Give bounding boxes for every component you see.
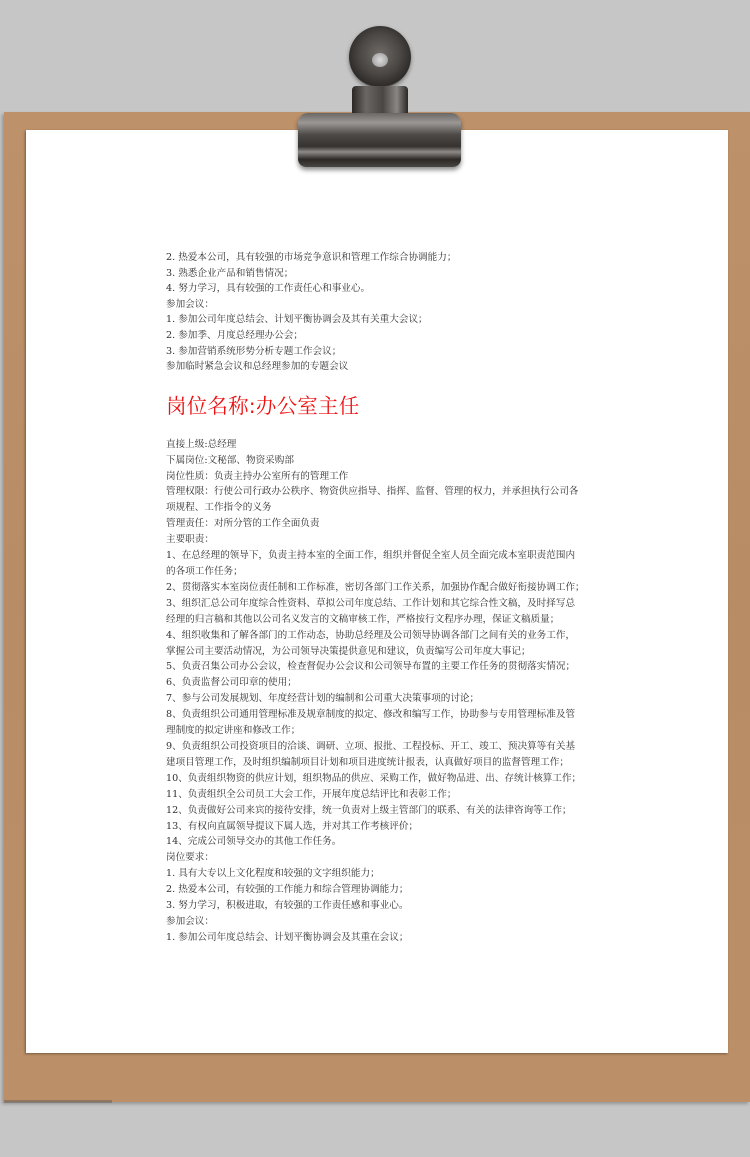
document-content [166, 250, 606, 946]
text-line: 的各项工作任务； [166, 566, 243, 577]
text-line: 岗位要求： [166, 852, 214, 864]
text-line: 14、完成公司领导交办的其他工作任务。 [166, 836, 342, 848]
clipboard-shadow [4, 1100, 112, 1103]
text-line: 3. 参加营销系统形势分析专题工作会议； [166, 345, 342, 357]
text-line: 参加临时紧急会议和总经理参加的专题会议 [166, 361, 349, 373]
document-page [26, 130, 728, 1053]
text-line: 掌握公司主要活动情况，为公司领导决策提供意见和建议，负责编写公司年度大事记； [166, 645, 531, 657]
text-line: 直接上级:总经理 [166, 438, 237, 450]
text-line: 7、参与公司发展规划、年度经营计划的编制和公司重大决策事项的讨论； [166, 693, 480, 705]
text-line: 8、负责组织公司通用管理标准及规章制度的拟定、修改和编写工作，协助参与专用管理标准及管 [166, 709, 576, 721]
text-line: 1、在总经理的领导下，负责主持本室的全面工作，组织并督促全室人员全面完成本室职责范围内 [166, 550, 576, 562]
text-line: 主要职责： [166, 534, 214, 546]
text-line: 参加会议： [166, 298, 214, 310]
text-line: 理制度的拟定讲座和修改工作； [166, 725, 301, 737]
position-title: 岗位名称:办公室主任 [166, 393, 360, 418]
text-line: 10、负责组织物资的供应计划，组织物品的供应、采购工作，做好物品进、出、存统计核算工作； [166, 772, 582, 784]
text-line: 岗位性质：负责主持办公室所有的管理工作 [166, 470, 349, 482]
text-line: 2. 热爱本公司，具有较强的市场竞争意识和管理工作综合协调能力； [166, 252, 457, 263]
clip-hole [372, 53, 388, 67]
text-line: 3、组织汇总公司年度综合性资料、草拟公司年度总结、工作计划和其它综合性文稿，及时择写总 [166, 597, 576, 609]
text-line: 下属岗位:文秘部、物资采购部 [166, 454, 294, 466]
text-line: 3. 熟悉企业产品和销售情况； [166, 267, 294, 279]
text-line: 参加会议： [166, 915, 214, 927]
text-line: 9、负责组织公司投资项目的洽谈、调研、立项、报批、工程投标、开工、竣工、预决算等有关基 [166, 740, 576, 752]
position-description [166, 437, 606, 946]
text-line: 2. 热爱本公司，有较强的工作能力和综合管理协调能力； [166, 884, 409, 896]
text-line: 管理权限：行使公司行政办公秩序、物资供应指导、指挥、监督、管理的权力，并承担执行公司各 [166, 486, 579, 498]
text-line: 5、负责召集公司办公会议，检查督促办公会议和公司领导布置的主要工作任务的贯彻落实情况； [166, 661, 576, 673]
text-line: 1. 参加公司年度总结会、计划平衡协调会及其有关重大会议； [166, 314, 428, 326]
text-line: 2. 参加季、月度总经理办公会； [166, 329, 303, 341]
text-line: 12、负责做好公司来宾的接待安排，统一负责对上级主管部门的联系、有关的法律咨询等工作； [166, 804, 572, 816]
text-line: 1. 参加公司年度总结会、计划平衡协调会及其重在会议； [166, 931, 409, 943]
text-line: 6、负责监督公司印章的使用； [166, 677, 297, 689]
text-line: 11、负责组织全公司员工大会工作，开展年度总结评比和表彰工作； [166, 788, 457, 800]
text-line: 管理责任：对所分管的工作全面负责 [166, 518, 320, 530]
text-line: 2、贯彻落实本室岗位责任制和工作标准，密切各部门工作关系，加强协作配合做好衔接协调工作； [166, 581, 585, 593]
requirements-continued [166, 250, 606, 375]
text-line: 建项目管理工作，及时组织编制项目计划和项目进度统计报表，认真做好项目的监督管理工作； [166, 756, 569, 768]
text-line: 经理的归言稿和其他以公司名义发言的文稿审核工作，严格按行文程序办理，保证文稿质量； [166, 613, 560, 625]
text-line: 1. 具有大专以上文化程度和较强的文字组织能力； [166, 868, 380, 880]
text-line: 4、组织收集和了解各部门的工作动态，协助总经理及公司领导协调各部门之间有关的业务工作， [166, 629, 576, 641]
text-line: 3. 努力学习，积极进取，有较强的工作责任感和事业心。 [166, 900, 409, 912]
text-line: 4. 努力学习，具有较强的工作责任心和事业心。 [166, 283, 371, 295]
text-line: 13、有权向直属领导提议下属人选，并对其工作考核评价； [166, 820, 419, 832]
clip-base [298, 113, 461, 167]
text-line: 项规程、工作指令的义务 [166, 502, 272, 514]
